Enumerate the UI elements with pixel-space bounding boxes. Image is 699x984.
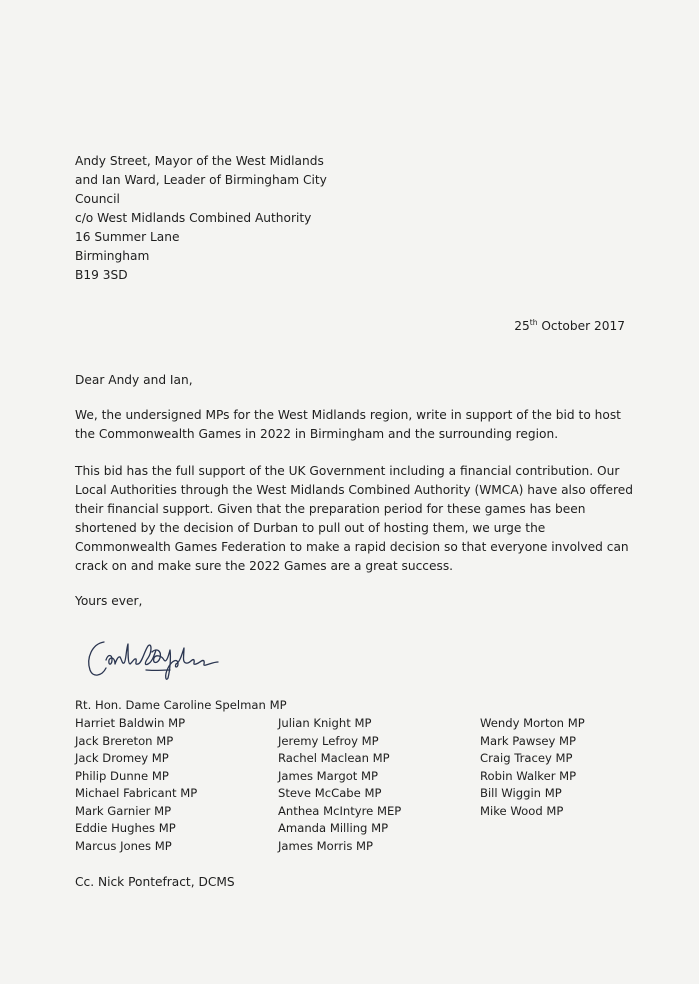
- signatory-name: Michael Fabricant MP: [75, 786, 198, 800]
- letter-date: [514, 317, 625, 337]
- paragraph-line: crack on and make sure the 2022 Games are a great success.: [75, 559, 454, 573]
- signatory-name: Marcus Jones MP: [75, 838, 172, 853]
- signatory-name: Mark Pawsey MP: [480, 733, 577, 748]
- handwritten-signature: [82, 630, 232, 685]
- signatory-name: Jeremy Lefroy MP: [278, 733, 379, 748]
- date-month-year: October 2017: [537, 319, 625, 333]
- paragraph-line: their financial support. Given that the preparation period for these games has been: [75, 502, 586, 516]
- signatory-name: Wendy Morton MP: [480, 716, 585, 730]
- signatory-name: Steve McCabe MP: [278, 786, 382, 800]
- signatories-column-1: [75, 715, 197, 855]
- paragraph-line: the Commonwealth Games in 2022 in Birmingham and the surrounding region.: [75, 427, 559, 441]
- recipient-address: [75, 152, 327, 285]
- paragraph-line: This bid has the full support of the UK Government including a financial contribution. Our: [75, 464, 620, 478]
- paragraph-line: Commonwealth Games Federation to make a rapid decision so that everyone involved can: [75, 540, 629, 554]
- signatories-column-2: [278, 715, 401, 855]
- signatory-name: Robin Walker MP: [480, 768, 577, 783]
- closing: Yours ever,: [75, 594, 143, 608]
- signatory-name: James Morris MP: [278, 838, 374, 853]
- paragraph-line: shortened by the decision of Durban to pull out of hosting them, we urge the: [75, 521, 546, 535]
- signatory-name: Jack Brereton MP: [75, 733, 174, 748]
- address-line: 16 Summer Lane: [75, 230, 180, 244]
- address-line: Birmingham: [75, 249, 150, 263]
- date-day: 25: [514, 319, 530, 333]
- lead-signatory: Rt. Hon. Dame Caroline Spelman MP: [75, 698, 287, 712]
- signatory-name: Julian Knight MP: [278, 716, 372, 730]
- signatory-name: Amanda Milling MP: [278, 821, 389, 835]
- signatory-name: Philip Dunne MP: [75, 768, 169, 783]
- signatories-column-3: [480, 715, 585, 820]
- address-line: c/o West Midlands Combined Authority: [75, 211, 312, 225]
- address-line: Council: [75, 192, 120, 206]
- cc-line: Cc. Nick Pontefract, DCMS: [75, 875, 235, 889]
- signatory-name: Eddie Hughes MP: [75, 821, 176, 835]
- date-ordinal: th: [529, 318, 538, 327]
- paragraph-line: Local Authorities through the West Midlands Combined Authority (WMCA) have also offered: [75, 483, 633, 497]
- address-line: Andy Street, Mayor of the West Midlands: [75, 154, 324, 168]
- body-paragraph-2: [75, 462, 633, 576]
- signatory-name: Bill Wiggin MP: [480, 786, 562, 800]
- address-line: and Ian Ward, Leader of Birmingham City: [75, 173, 327, 187]
- signatory-name: Harriet Baldwin MP: [75, 716, 186, 730]
- signatory-name: Mike Wood MP: [480, 803, 564, 818]
- signatory-name: James Margot MP: [278, 768, 379, 783]
- signatory-name: Craig Tracey MP: [480, 751, 573, 765]
- paragraph-line: We, the undersigned MPs for the West Midlands region, write in support of the bid to host: [75, 408, 621, 422]
- signatory-name: Rachel Maclean MP: [278, 751, 390, 765]
- salutation: Dear Andy and Ian,: [75, 373, 193, 387]
- address-line: B19 3SD: [75, 268, 128, 282]
- body-paragraph-1: [75, 406, 621, 444]
- signatory-name: Mark Garnier MP: [75, 803, 172, 818]
- signatory-name: Jack Dromey MP: [75, 751, 169, 765]
- signatory-name: Anthea McIntyre MEP: [278, 803, 402, 818]
